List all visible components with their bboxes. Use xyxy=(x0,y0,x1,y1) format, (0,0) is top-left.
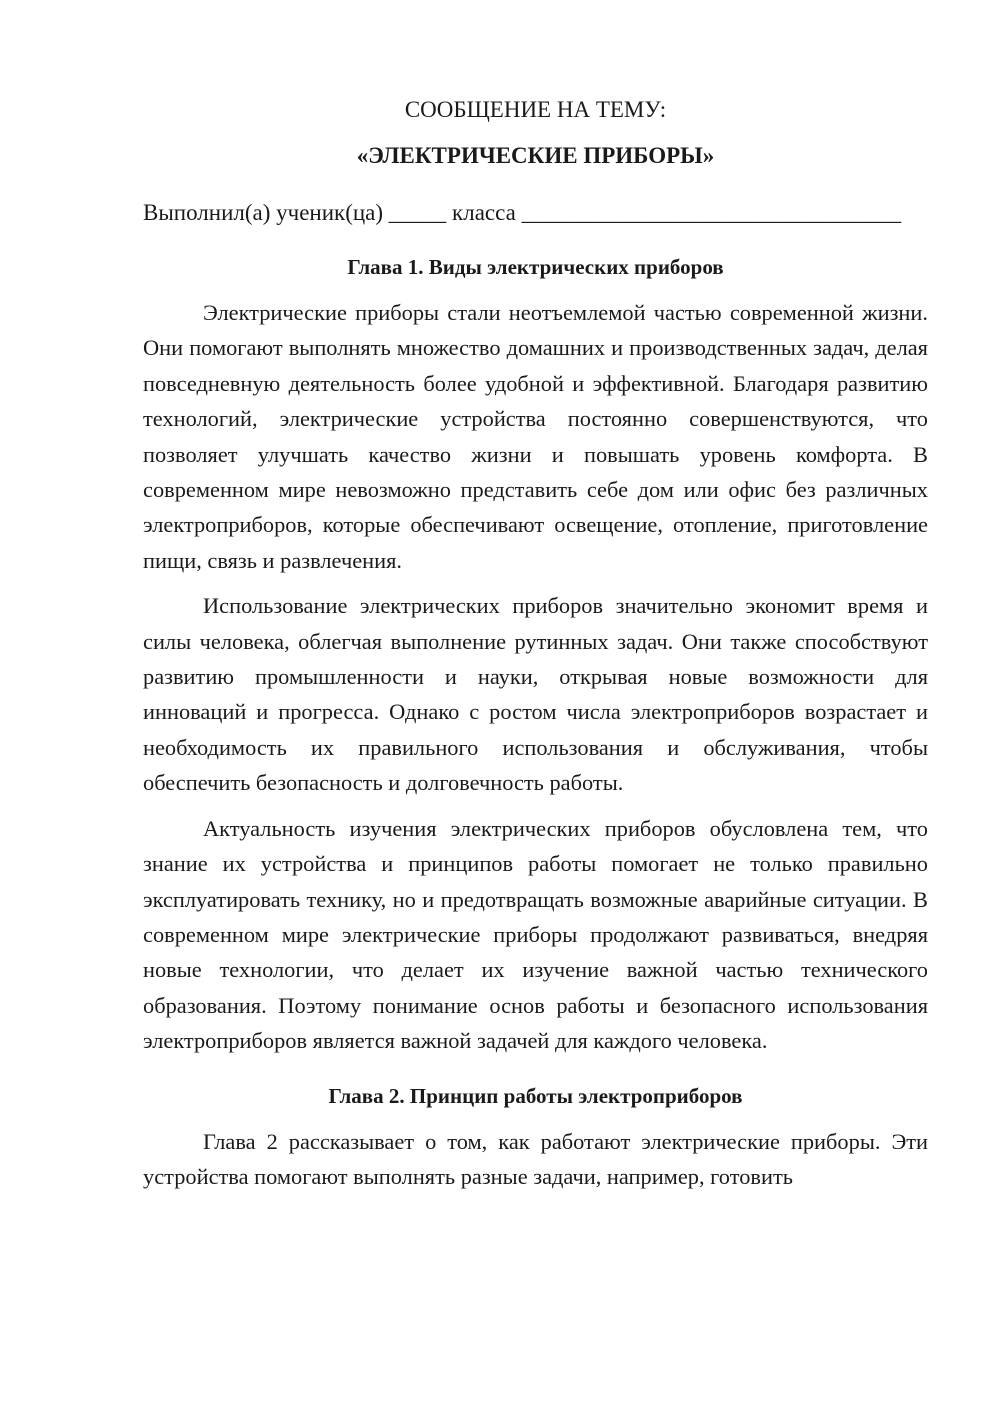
chapter-1-paragraph-1: Электрические приборы стали неотъемлемой частью современной жизни. Они помогают выполнять множество домашних и производственных задач, делая повседневную деятельность более удобной и эффективной. Благодаря развитию технологий, электрические устройства постоянно совершенствуются, что позволяет улучшать качество жизни и повышать уровень комфорта. В современном мире невозможно представить себе дом или офис без различных электроприборов, которые обеспечивают освещение, отопление, приготовление пищи, связь и развлечения. xyxy=(143,300,928,573)
chapter-1-paragraph-2: Использование электрических приборов значительно экономит время и силы человека, облегчая выполнение рутинных задач. Они также способствуют развитию промышленности и науки, открывая новые возможности для инноваций и прогресса. Однако с ростом числа электроприборов возрастает и необходимость их правильного использования и обслуживания, чтобы обеспечить безопасность и долговечность работы. xyxy=(143,593,928,796)
document-page xyxy=(143,92,928,1194)
chapter-2-paragraph-1: Глава 2 рассказывает о том, как работают электрические приборы. Эти устройства помогают выполнять разные задачи, например, готовить xyxy=(143,1128,928,1189)
chapter-2-heading: Глава 2. Принцип работы электроприборов xyxy=(328,1083,743,1108)
chapter-1-heading: Глава 1. Виды электрических приборов xyxy=(347,255,724,279)
document-title-subject-line: СООБЩЕНИЕ НА ТЕМУ: xyxy=(404,97,667,122)
author-line: Выполнил(а) ученик(ца) _____ класса _________________________________ xyxy=(143,200,902,225)
chapter-1-paragraph-3: Актуальность изучения электрических приборов обусловлена тем, что знание их устройства и принципов работы помогает не только правильно эксплуатировать технику, но и предотвращать возможные аварийные ситуации. В современном мире электрические приборы продолжают развиваться, внедряя новые технологии, что делает их изучение важной частью технического образования. Поэтому понимание основ работы и безопасного использования электроприборов является важной задачей для каждого человека. xyxy=(143,815,928,1054)
document-title: «ЭЛЕКТРИЧЕСКИЕ ПРИБОРЫ» xyxy=(356,143,715,168)
